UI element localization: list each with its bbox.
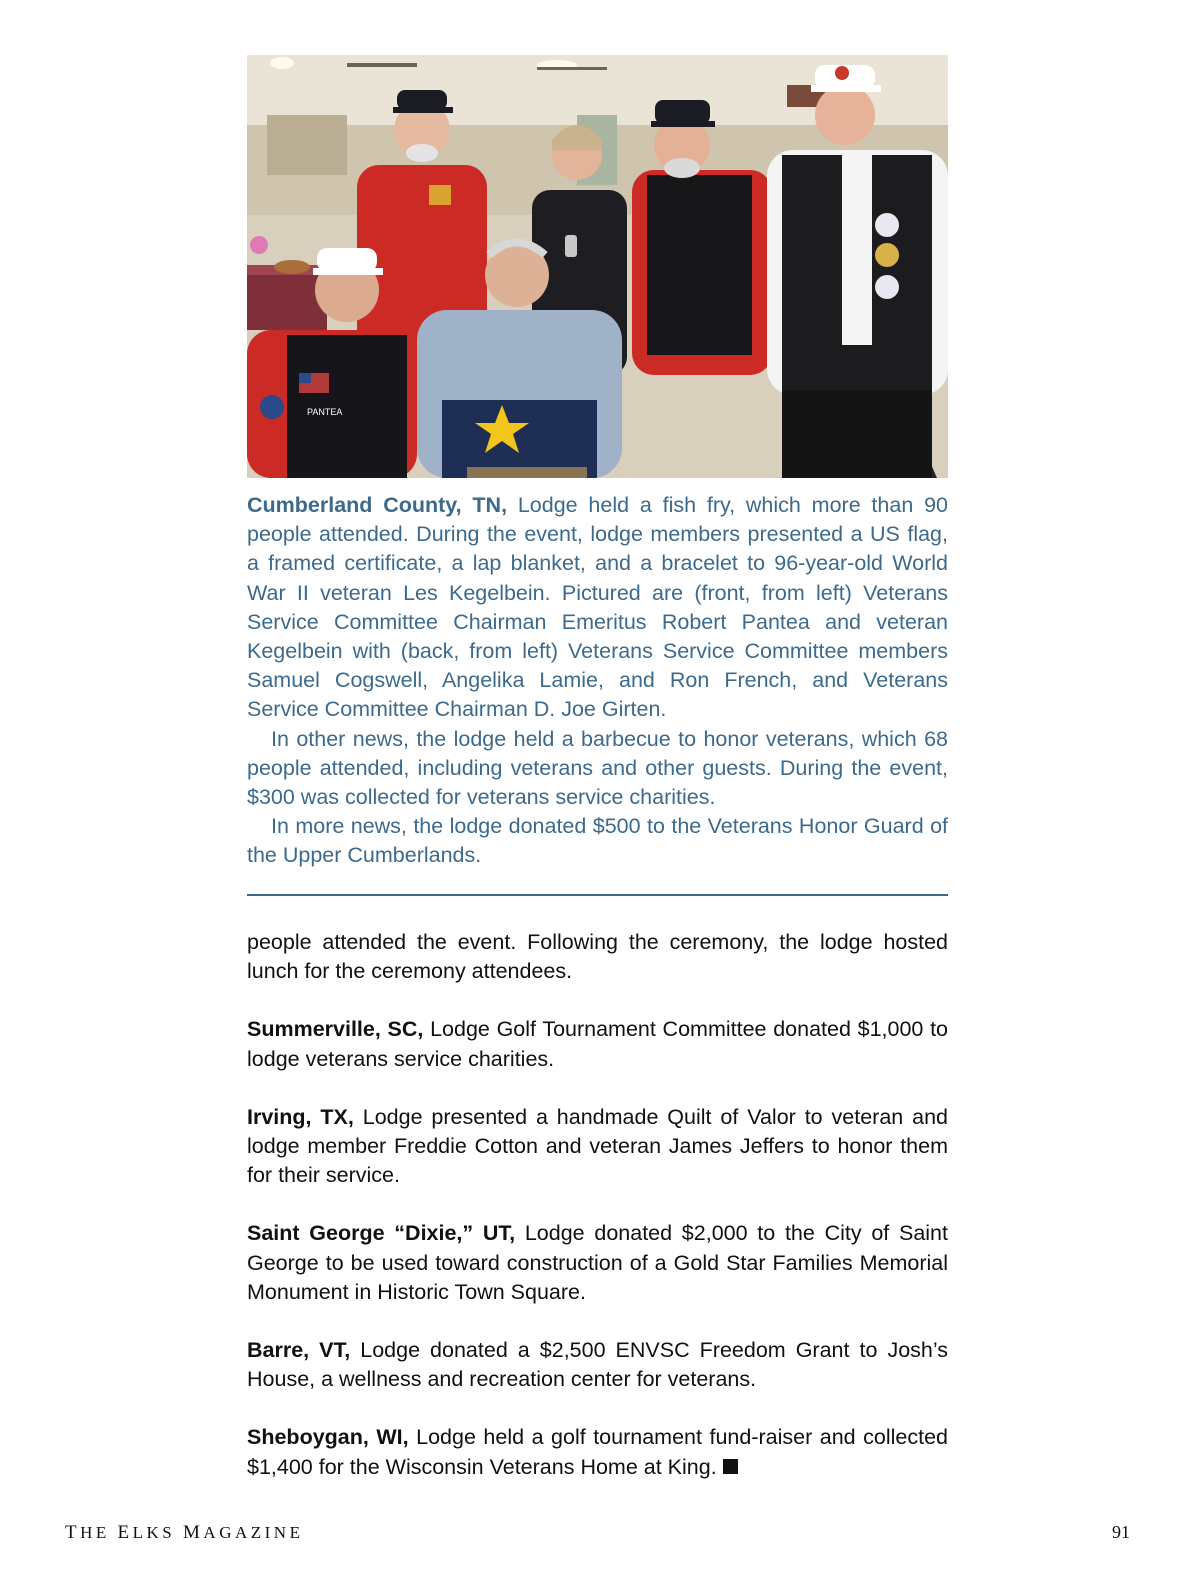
entry-text: Lodge presented a handmade Quilt of Valor to veteran and lodge member Freddie Cotton and veteran James Jeffers to honor them for their service. — [247, 1104, 948, 1188]
entry-summerville — [247, 1015, 948, 1073]
entry-text: Lodge donated $2,000 to the City of Saint George to be used toward construction of a Gold Star Families Memorial Monument in Historic Town Square. — [247, 1221, 948, 1304]
veterans-group-photo — [247, 55, 948, 478]
entry-saint-george — [247, 1219, 948, 1307]
caption-text: Lodge held a fish fry, which more than 90 people attended. During the event, lodge members presented a US flag, a framed certificate, a lap blanket, and a bracelet to 96-year-old World War II veteran Les Kegelbein. Pictured are (front, from left) Veterans Service Committee Chairman Emeritus Robert Pantea and veteran Kegelbein with (back, from left) Veterans Service Committee members Samuel Cogswell, Angelika Lamie, and Ron French, and Veterans Service Committee Chairman D. Joe Girten. — [247, 493, 948, 722]
entry-lodge-name: Summerville, SC, — [247, 1017, 424, 1042]
article-body — [247, 928, 948, 1511]
magazine-name-initial: M — [183, 1522, 204, 1543]
magazine-name — [65, 1522, 303, 1544]
magazine-name-part: AGAZINE — [203, 1523, 304, 1542]
magazine-name-part: LKS — [132, 1523, 184, 1542]
entry-sheboygan — [247, 1423, 948, 1481]
entry-lodge-name: Irving, TX, — [247, 1104, 354, 1129]
entry-text: Lodge held a golf tournament fund-raiser and collected $1,400 for the Wisconsin Veterans Home at King. — [247, 1425, 948, 1479]
entry-text: Lodge donated a $2,500 ENVSC Freedom Grant to Josh’s House, a wellness and recreation center for veterans. — [247, 1338, 948, 1392]
caption-paragraph-2: In other news, the lodge held a barbecue to honor veterans, which 68 people attended, including veterans and other guests. During the event, $300 was collected for veterans service charities. — [247, 726, 948, 810]
entry-text: Lodge Golf Tournament Committee donated $1,000 to lodge veterans service charities. — [247, 1017, 949, 1071]
caption-lodge-name: Cumberland County, TN, — [247, 493, 508, 517]
magazine-name-initial: T — [65, 1522, 81, 1543]
entry-barre — [247, 1336, 948, 1394]
section-divider — [247, 894, 948, 896]
caption-paragraph-1 — [247, 491, 948, 725]
entry-lodge-name: Saint George “Dixie,” UT, — [247, 1221, 516, 1246]
continuation-paragraph: people attended the event. Following the ceremony, the lodge hosted lunch for the ceremony attendees. — [247, 930, 948, 984]
entry-lodge-name: Sheboygan, WI, — [247, 1425, 409, 1450]
photo-caption — [247, 491, 948, 871]
vest-name-tag: PANTEA — [307, 407, 343, 417]
magazine-name-initial: E — [117, 1522, 133, 1543]
entry-irving — [247, 1103, 948, 1191]
end-of-article-square-icon — [723, 1459, 738, 1474]
caption-paragraph-3: In more news, the lodge donated $500 to the Veterans Honor Guard of the Upper Cumberlands. — [247, 814, 948, 868]
magazine-name-part: HE — [80, 1523, 118, 1542]
entry-lodge-name: Barre, VT, — [247, 1338, 351, 1363]
page-number: 91 — [1112, 1522, 1130, 1542]
